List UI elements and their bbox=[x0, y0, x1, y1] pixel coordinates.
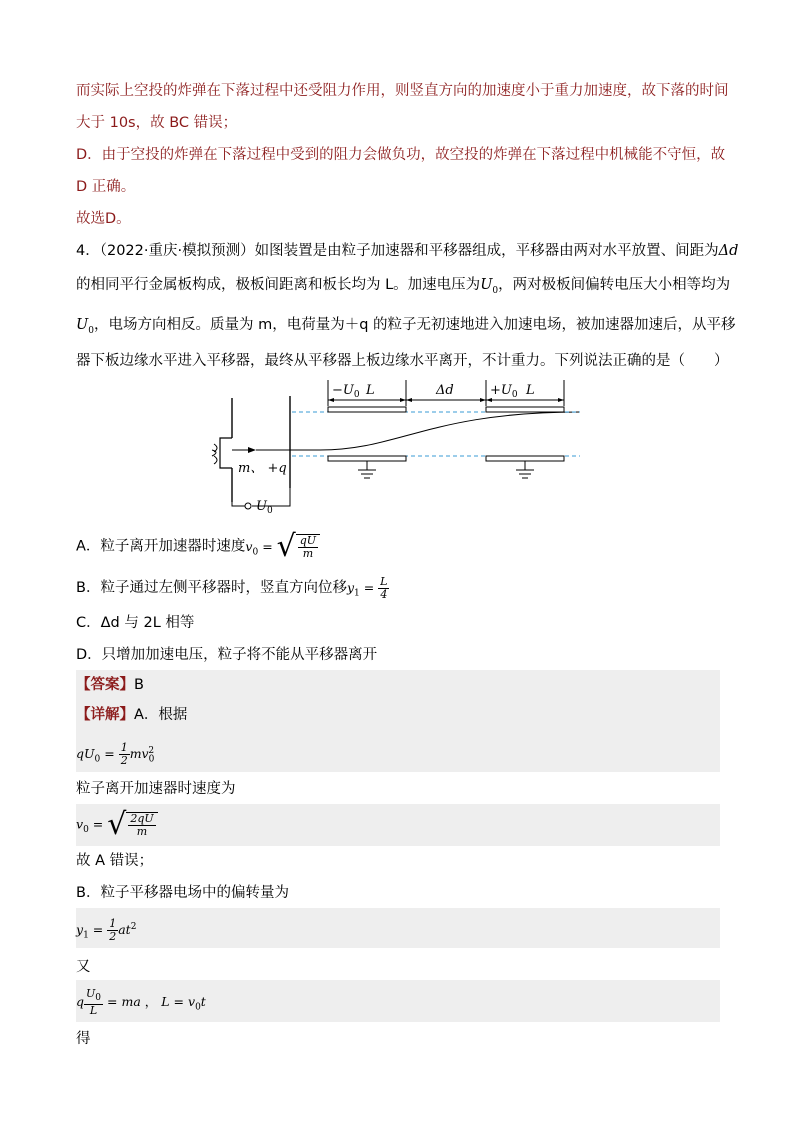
ground-right bbox=[516, 461, 534, 478]
option-b-math: $y_1$ = $\frac{L}{4}$ bbox=[346, 575, 388, 601]
answer-shade bbox=[76, 670, 720, 700]
prev-line-1: 而实际上空投的炸弹在下落过程中还受阻力作用，则竖直方向的加速度小于重力加速度，故下落的时间 bbox=[76, 83, 729, 99]
particle-path bbox=[256, 412, 580, 450]
ground-left bbox=[358, 461, 376, 478]
label-plus-u0: $+U_0$ bbox=[490, 383, 518, 400]
apparatus-figure bbox=[200, 378, 590, 518]
question-text-2: 的相同平行金属板构成，极板间距离和板长均为 L。加速电压为 bbox=[76, 277, 481, 293]
option-a bbox=[76, 529, 320, 564]
option-d: D．只增加加速电压，粒子将不能从平移器离开 bbox=[76, 647, 378, 663]
label-delta-d: Δd bbox=[436, 383, 454, 398]
question-text-3: ，电场方向相反。质量为 m，电荷量为＋q 的粒子无初速地进入加速电场，被加速器加速后，从平移 bbox=[93, 317, 736, 333]
prev-line-5: 故选D。 bbox=[76, 211, 131, 227]
right-upper-plate bbox=[486, 407, 564, 412]
question-delta-d: Δd bbox=[718, 243, 739, 259]
answer-line: 【答案】B bbox=[76, 677, 144, 693]
eq2-shade bbox=[76, 804, 720, 846]
label-u0: $U_0$ bbox=[256, 499, 273, 516]
text-get: 得 bbox=[76, 1031, 91, 1047]
prev-line-3: D．由于空投的炸弹在下落过程中受到的阻力会做负功，故空投的炸弹在下落过程中机械能不守恒，故 bbox=[76, 147, 726, 163]
text-and: 又 bbox=[76, 959, 91, 975]
particle-source bbox=[220, 438, 232, 468]
label-m-q: m、 +q bbox=[238, 461, 287, 476]
question-u0: $U_0$ bbox=[480, 277, 499, 296]
question-u0-b: $U_0$ bbox=[76, 317, 94, 336]
question-line-2 bbox=[76, 274, 730, 302]
left-upper-plate bbox=[328, 407, 406, 412]
eq1-shade bbox=[76, 730, 720, 772]
prev-line-2: 大于 10s，故 BC 错误； bbox=[76, 115, 238, 131]
option-b bbox=[76, 576, 389, 605]
detail-line: 【详解】A．根据 bbox=[76, 707, 188, 723]
equation-3: $y_1$ = $\frac{1}{2}$ $at^2$ bbox=[76, 917, 137, 944]
eq3-shade bbox=[76, 908, 720, 948]
right-lower-plate bbox=[486, 456, 564, 461]
label-minus-u0: $-U_0$ bbox=[332, 383, 360, 400]
option-a-math: $v_0$ = √ $\frac{qU}{m}$ bbox=[245, 539, 320, 554]
label-l-left: L bbox=[366, 383, 375, 398]
text-a-wrong: 故 A 错误； bbox=[76, 853, 154, 869]
option-a-text: A．粒子离开加速器时速度 bbox=[76, 538, 246, 555]
equation-1: $qU_0$ = $\frac{1}{2}$ $mv_0^2$ bbox=[76, 741, 155, 768]
question-text-1: 4．（2022·重庆·模拟预测）如图装置是由粒子加速器和平移器组成，平移器由两对水平放置、间距为 bbox=[76, 243, 719, 259]
left-lower-plate bbox=[328, 456, 406, 461]
label-l-right: L bbox=[526, 383, 535, 398]
option-b-text: B．粒子通过左侧平移器时，竖直方向位移 bbox=[76, 580, 347, 596]
text-b-offset: B．粒子平移器电场中的偏转量为 bbox=[76, 885, 289, 901]
text-velocity: 粒子离开加速器时速度为 bbox=[76, 781, 236, 797]
question-line-3 bbox=[76, 314, 736, 342]
prev-line-4: D 正确。 bbox=[76, 179, 136, 195]
option-c: C．Δd 与 2L 相等 bbox=[76, 615, 195, 631]
question-text-2b: ，两对极板间偏转电压大小相等均为 bbox=[498, 277, 731, 293]
equation-2: $v_0$ = √ $\frac{2qU}{m}$ bbox=[76, 810, 158, 841]
question-line-4: 器下板边缘水平进入平移器，最终从平移器上板边缘水平离开，不计重力。下列说法正确的是（ ） bbox=[76, 353, 729, 369]
equation-4: q $\frac{U_0}{L}$ = ma ， $L = v_0t$ bbox=[76, 987, 206, 1018]
question-line-1 bbox=[76, 240, 738, 262]
